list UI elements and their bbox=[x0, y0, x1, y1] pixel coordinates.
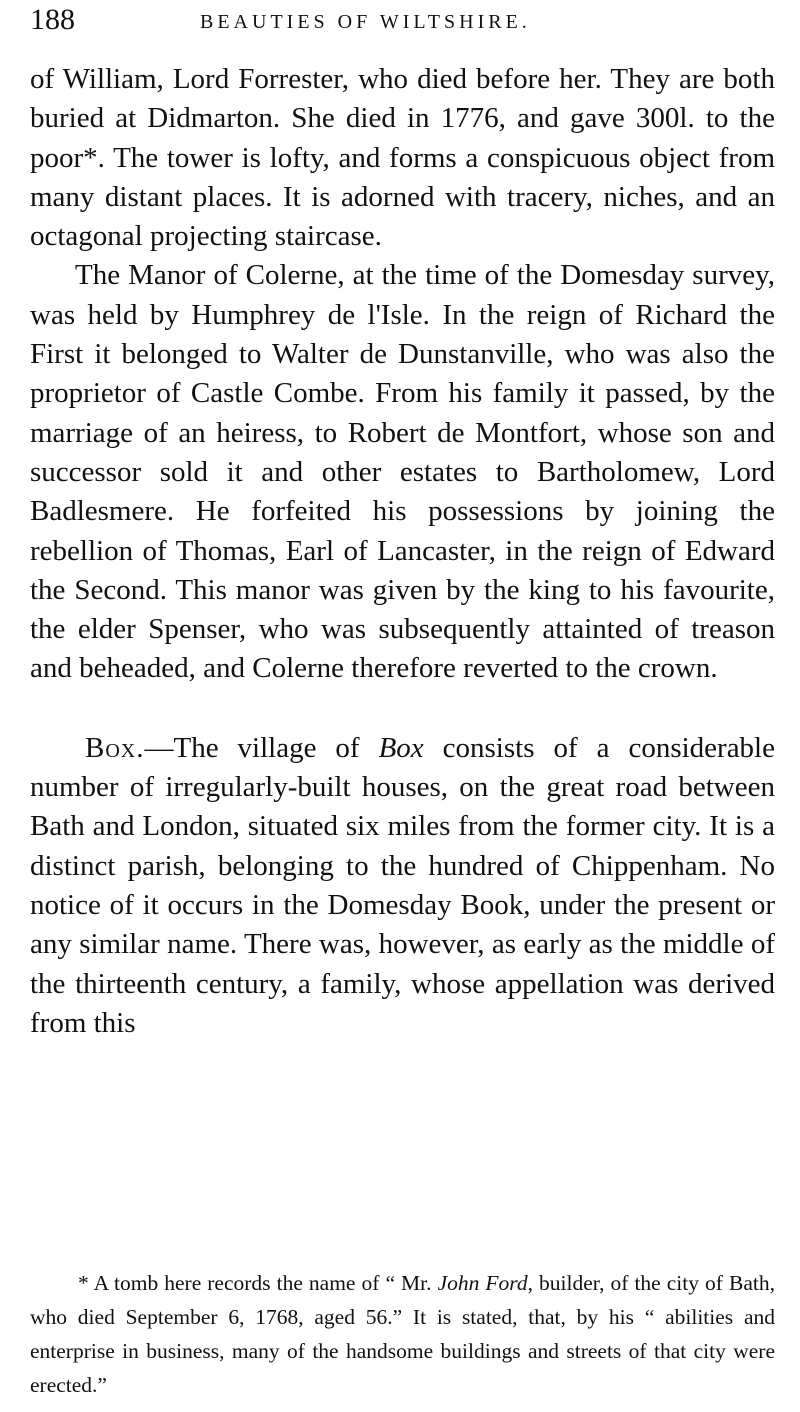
footnote-italic-name: John Ford bbox=[437, 1271, 528, 1295]
running-title: BEAUTIES OF WILTSHIRE. bbox=[200, 11, 531, 33]
paragraph-continuation: of William, Lord Forrester, who died before her. They are both buried at Didmarton. She died in 1776, and gave 300l. to the poor*. The tower is lofty, and forms a conspicuous object from many distant places. It is adorned with tracery, niches, and an octagonal projecting staircase. bbox=[30, 63, 775, 253]
footnote-text-end: , builder, of the city of Bath, who died September 6, 1768, aged 56.” It is stated, that, by his “ abilities and enterprise in business, many of the handsome buildings and streets of that city were erected.” bbox=[30, 1271, 775, 1397]
footnote bbox=[30, 1266, 775, 1402]
running-head bbox=[30, 4, 775, 44]
footnote-text-start: * A tomb here records the name of “ Mr. bbox=[78, 1271, 438, 1295]
body-text bbox=[30, 60, 775, 1043]
paragraph-box-italic: Box bbox=[378, 731, 424, 764]
paragraph-box-text: consists of a considerable number of irregularly-built houses, on the great road between Bath and London, situated six miles from the former city. It is a distinct parish, belonging to the hundred of Chippenham. No notice of it occurs in the Domesday Book, under the present or any similar name. There was, however, as early as the middle of the thirteenth century, a family, whose appellation was derived from this bbox=[30, 731, 775, 1039]
paragraph-colerne-manor: The Manor of Colerne, at the time of the Domesday survey, was held by Humphrey de l'Isle. In the reign of Richard the First it belonged to Walter de Dunstanville, who was also the proprietor of Castle Combe. From his family it passed, by the marriage of an heiress, to Robert de Montfort, whose son and successor sold it and other estates to Bartholomew, Lord Badlesmere. He forfeited his possessions by joining the rebellion of Thomas, Earl of Lancaster, in the reign of Edward the Second. This manor was given by the king to his favourite, the elder Spenser, who was subsequently attainted of treason and beheaded, and Colerne therefore reverted to the crown. bbox=[30, 259, 775, 685]
paragraph-box-dash: —The village of bbox=[144, 731, 379, 764]
section-lead-box: Box. bbox=[85, 731, 145, 764]
paragraph-box-village bbox=[30, 729, 775, 1043]
page-number: 188 bbox=[30, 3, 75, 36]
